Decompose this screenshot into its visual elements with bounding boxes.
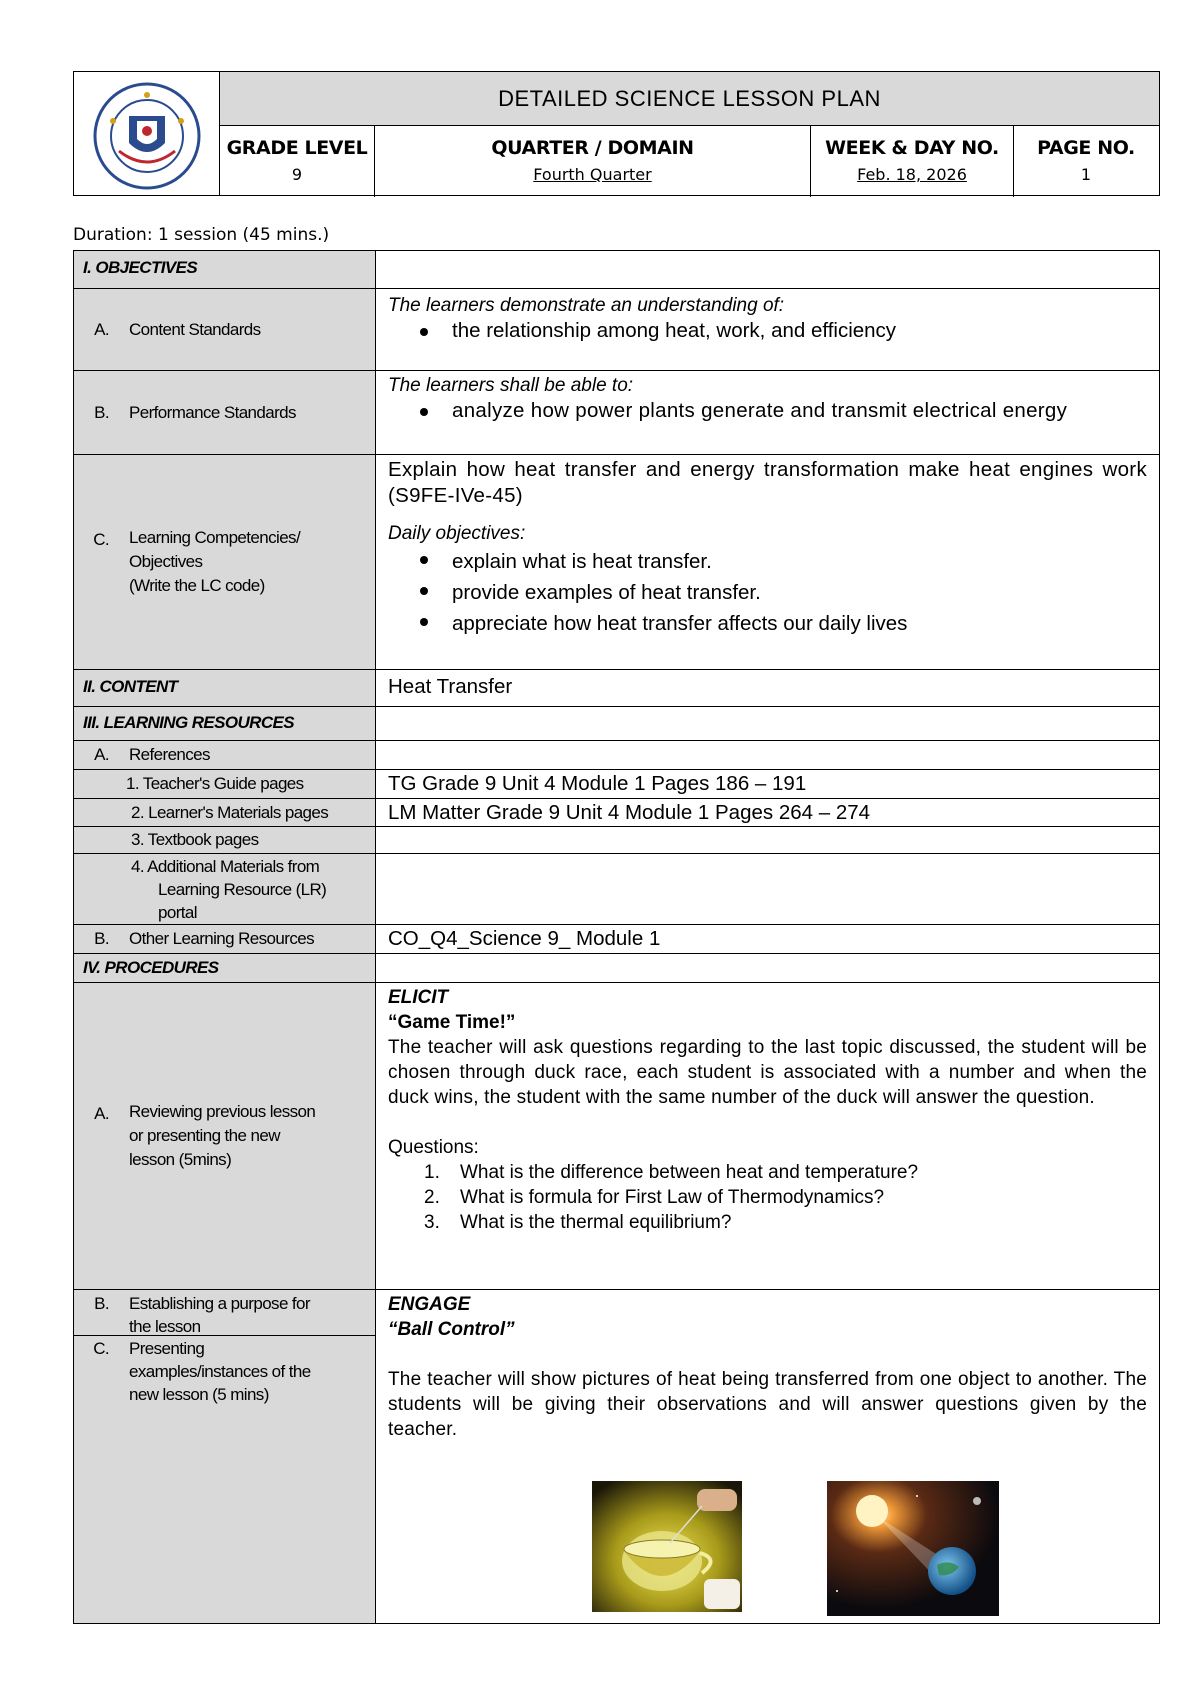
- additional-materials-label-2: Learning Resource (LR): [158, 880, 327, 899]
- additional-materials-label-1: 4. Additional Materials from: [131, 857, 320, 876]
- performance-standards-row: [74, 371, 1159, 455]
- learning-competencies-row: [74, 455, 1159, 670]
- question-number: 3.: [424, 1212, 440, 1233]
- grade-level-value: 9: [291, 165, 303, 184]
- learners-materials-label: 2. Learner's Materials pages: [131, 802, 329, 822]
- question-item: [388, 1210, 1147, 1235]
- page-no-value: 1: [1080, 165, 1092, 184]
- learning-competencies-label-1: Learning Competencies/: [129, 528, 301, 547]
- engage-row: [74, 1290, 1159, 1623]
- content-standards-intro: The learners demonstrate an understanding of:: [388, 295, 785, 316]
- elicit-game-title: “Game Time!”: [388, 1012, 516, 1033]
- other-resources-label: Other Learning Resources: [129, 929, 314, 948]
- procedures-header-row: [74, 954, 1159, 983]
- learners-materials-value: LM Matter Grade 9 Unit 4 Module 1 Pages 264 – 274: [388, 801, 871, 824]
- elicit-title: ELICIT: [388, 987, 449, 1008]
- learning-competencies-letter: C.: [93, 530, 109, 549]
- question-number: 2.: [424, 1187, 440, 1208]
- engage-game-title: “Ball Control”: [388, 1319, 515, 1340]
- questions-label: Questions:: [388, 1137, 479, 1158]
- logo-cell: [74, 72, 220, 195]
- reviewing-lesson-row: [74, 983, 1159, 1290]
- question-text: What is the difference between heat and temperature?: [460, 1162, 919, 1183]
- document-title: DETAILED SCIENCE LESSON PLAN: [220, 72, 1159, 126]
- references-letter: A.: [94, 745, 109, 764]
- daily-objective-item: provide examples of heat transfer.: [452, 577, 1147, 608]
- page-no-cell: [1014, 126, 1158, 197]
- additional-materials-row: [74, 854, 1159, 925]
- content-standards-letter: A.: [94, 319, 109, 339]
- reviewing-lesson-label-1: Reviewing previous lesson: [129, 1102, 316, 1121]
- deped-seal-logo: [89, 81, 205, 191]
- presenting-examples-label-2: examples/instances of the: [129, 1362, 311, 1381]
- quarter-label: QUARTER / DOMAIN: [491, 137, 694, 159]
- tea-cup-photo: [592, 1481, 742, 1612]
- performance-standards-label: Performance Standards: [129, 402, 296, 422]
- learning-resources-header-row: [74, 707, 1159, 741]
- presenting-examples-label-1: Presenting: [129, 1339, 205, 1358]
- presenting-examples-label-cell: [74, 1336, 375, 1406]
- sun-earth-photo: [827, 1481, 999, 1616]
- duration-text: Duration: 1 session (45 mins.): [73, 225, 330, 245]
- learning-competencies-label-2: Objectives: [129, 552, 203, 571]
- content-row: [74, 670, 1159, 707]
- other-resources-row: [74, 925, 1159, 954]
- learning-competency-text: Explain how heat transfer and energy transformation make heat engines work (S9FE-IVe-45): [388, 458, 1147, 507]
- lesson-plan-table: [73, 250, 1160, 1624]
- elicit-description: The teacher will ask questions regarding to the last topic discussed, the student will be chosen through duck race, each student is associated with a number and when the duck wins, the student with the same number of the duck will answer the question.: [388, 1037, 1147, 1108]
- question-item: [388, 1185, 1147, 1210]
- procedures-section-label: IV. PROCEDURES: [83, 958, 219, 977]
- references-row: [74, 741, 1159, 770]
- daily-objective-item: explain what is heat transfer.: [452, 546, 1147, 577]
- content-standards-label: Content Standards: [129, 319, 261, 339]
- purpose-letter: B.: [94, 1294, 109, 1313]
- grade-level-label: GRADE LEVEL: [226, 137, 368, 159]
- content-section-label: II. CONTENT: [83, 677, 178, 696]
- week-day-cell: [811, 126, 1014, 197]
- textbook-pages-row: [74, 827, 1159, 854]
- question-number: 1.: [424, 1162, 440, 1183]
- content-standards-row: [74, 289, 1159, 371]
- textbook-pages-label: 3. Textbook pages: [131, 830, 259, 849]
- performance-standards-intro: The learners shall be able to:: [388, 375, 634, 396]
- content-value: Heat Transfer: [388, 675, 513, 698]
- quarter-value: Fourth Quarter: [533, 165, 652, 184]
- daily-objectives-intro: Daily objectives:: [388, 523, 526, 544]
- question-item: [388, 1160, 1147, 1185]
- purpose-label-cell: [74, 1290, 375, 1336]
- engage-description: The teacher will show pictures of heat being transferred from one object to another. The students will be giving their observations and will answer questions given by the teacher.: [388, 1369, 1147, 1440]
- page-no-label: PAGE NO.: [1037, 137, 1135, 159]
- objectives-header-row: [74, 251, 1159, 289]
- teachers-guide-row: [74, 770, 1159, 799]
- engage-title: ENGAGE: [388, 1294, 471, 1315]
- grade-level-cell: [220, 126, 375, 197]
- week-day-value: Feb. 18, 2026: [857, 165, 967, 184]
- teachers-guide-label: 1. Teacher's Guide pages: [126, 774, 304, 793]
- other-resources-letter: B.: [94, 929, 109, 948]
- teachers-guide-value: TG Grade 9 Unit 4 Module 1 Pages 186 – 191: [388, 772, 807, 795]
- question-text: What is the thermal equilibrium?: [460, 1212, 732, 1233]
- learners-materials-row: [74, 799, 1159, 827]
- presenting-examples-label-3: new lesson (5 mins): [129, 1385, 269, 1404]
- references-label: References: [129, 745, 210, 764]
- reviewing-lesson-label-2: or presenting the new: [129, 1126, 280, 1145]
- objectives-section-label: I. OBJECTIVES: [83, 258, 198, 277]
- week-day-label: WEEK & DAY NO.: [825, 137, 999, 159]
- performance-standards-letter: B.: [94, 402, 109, 422]
- other-resources-value: CO_Q4_Science 9_ Module 1: [388, 927, 661, 950]
- learning-resources-section-label: III. LEARNING RESOURCES: [83, 713, 295, 732]
- purpose-label-1: Establishing a purpose for: [129, 1294, 310, 1313]
- additional-materials-label-3: portal: [158, 903, 197, 922]
- daily-objective-item: appreciate how heat transfer affects our daily lives: [452, 608, 1147, 639]
- header-table: [73, 71, 1160, 196]
- purpose-label-2: the lesson: [129, 1317, 201, 1336]
- presenting-examples-letter: C.: [93, 1339, 109, 1358]
- question-text: What is formula for First Law of Thermodynamics?: [460, 1187, 885, 1208]
- content-standards-bullet: the relationship among heat, work, and efficiency: [452, 318, 1147, 344]
- learning-competencies-label-3: (Write the LC code): [129, 576, 265, 595]
- performance-standards-bullet: analyze how power plants generate and transmit electrical energy: [452, 398, 1147, 424]
- reviewing-lesson-label-3: lesson (5mins): [129, 1150, 232, 1169]
- quarter-cell: [375, 126, 811, 197]
- reviewing-lesson-letter: A.: [94, 1104, 109, 1123]
